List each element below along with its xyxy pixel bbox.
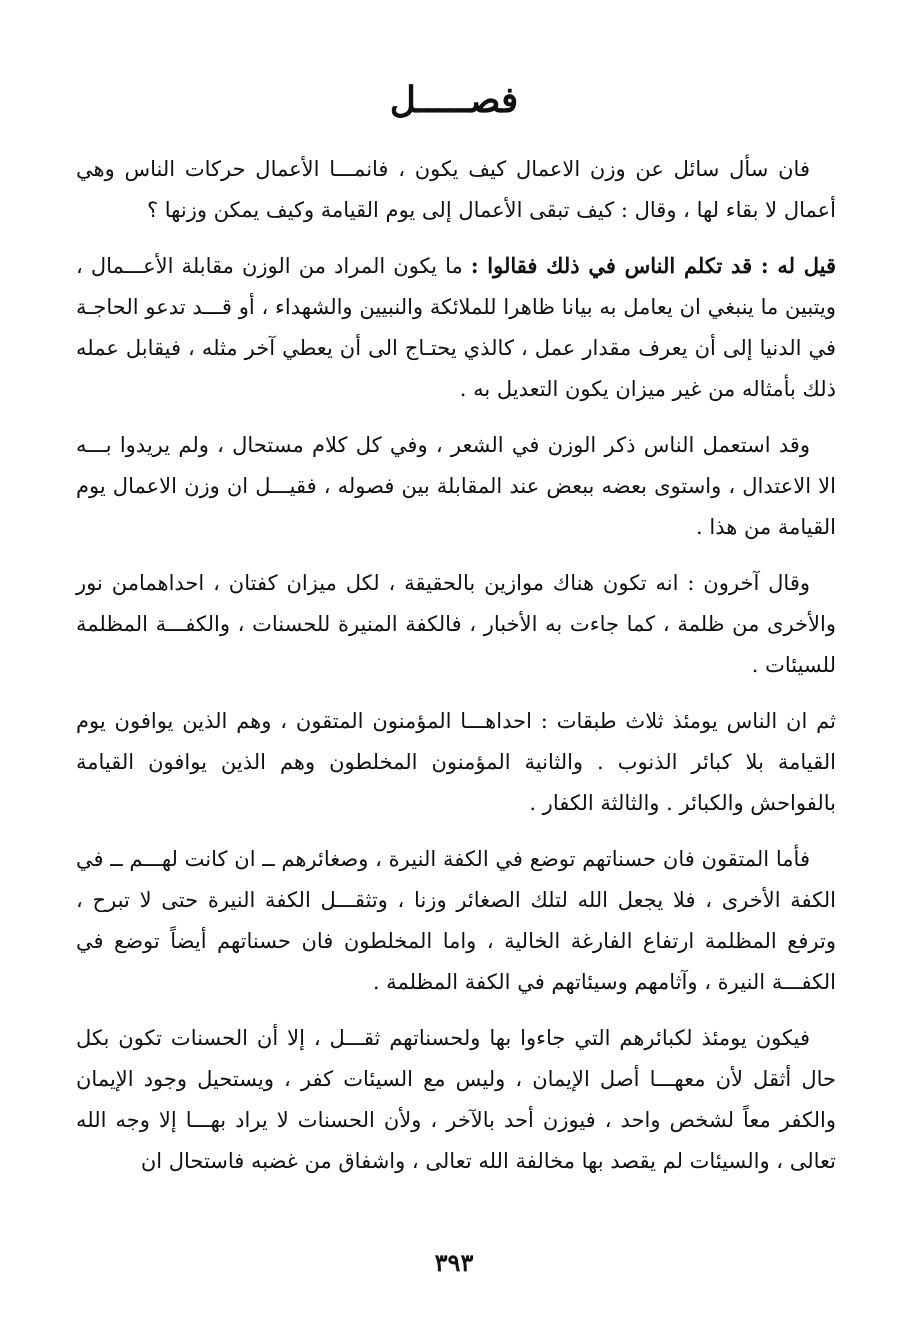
paragraph-5	[76, 700, 836, 824]
paragraph-3-text: وقد استعمل الناس ذكر الوزن في الشعر ، وفي كل كلام مستحال ، ولم يريدوا بـــه الا الاعتدال ، واستوى بعضه ببعض عند المقابلة بين فصوله ، فقيـــل ان وزن الاعمال يوم القيامة من هذا .	[76, 433, 836, 539]
paragraph-5-text: ثم ان الناس يومئذ ثلاث طبقات : احداهـــا المؤمنون المتقون ، وهم الذين يوافون يوم القيامة بلا كبائر الذنوب . والثانية المؤمنون المخلطون وهم الذين يوافون القيامة بالفواحش والكبائر . والثالثة الكفار .	[76, 709, 836, 815]
paragraph-6-text: فأما المتقون فان حسناتهم توضع في الكفة النيرة ، وصغائرهم ــ ان كانت لهـــم ــ في الكفة الأخرى ، فلا يجعل الله لتلك الصغائر وزنا ، وتثقـــل الكفة النيرة حتى لا تبرح ، وترفع المظلمة ارتفاع الفارغة الخالية ، واما المخلطون فان حسناتهم أيضاً توضع في الكفـــة النيرة ، وآثامهم وسيئاتهم في الكفة المظلمة .	[76, 847, 836, 994]
page-number: ٣٩٣	[434, 1248, 474, 1277]
paragraph-2	[76, 245, 836, 410]
paragraph-7	[76, 1017, 836, 1182]
paragraph-3	[76, 424, 836, 548]
paragraph-1	[76, 148, 836, 231]
body-text	[76, 148, 836, 1196]
paragraph-7-text: فيكون يومئذ لكبائرهم التي جاءوا بها ولحسناتهم ثقـــل ، إلا أن الحسنات تكون بكل حال أثقل لأن معهـــا أصل الإيمان ، وليس مع السيئات كفر ، ويستحيل وجود الإيمان والكفر معاً لشخص واحد ، فيوزن أحد بالآخر ، ولأن الحسنات لا يراد بهـــا إلا وجه الله تعالى ، والسيئات لم يقصد بها مخالفة الله تعالى ، واشفاق من غضبه فاستحال ان	[76, 1026, 836, 1173]
section-title: فصـــــل	[389, 79, 519, 121]
paragraph-2-text: ما يكون المراد من الوزن مقابلة الأعـــمال ، ويتبين ما ينبغي ان يعامل به بيانا ظاهرا للملائكة والنبيين والشهداء ، أو قـــد تدعو الحاجـة في الدنيا إلى أن يعرف مقدار عمل ، كالذي يحتـاج الى أن يعطي آخر مثله ، فيقابل عمله ذلك بأمثاله من غير ميزان يكون التعديل به .	[76, 254, 836, 401]
paragraph-4-text: وقال آخرون : انه تكون هناك موازين بالحقيقة ، لكل ميزان كفتان ، احداهمامن نور والأخرى من ظلمة ، كما جاءت به الأخبار ، فالكفة المنيرة للحسنات ، والكفـــة المظلمة للسيئات .	[76, 571, 836, 677]
paragraph-6	[76, 838, 836, 1003]
paragraph-2-lead: قيل له : قد تكلم الناس في ذلك فقالوا :	[470, 253, 836, 278]
paragraph-4	[76, 562, 836, 686]
paragraph-1-text: فان سأل سائل عن وزن الاعمال كيف يكون ، فانمـــا الأعمال حركات الناس وهي أعمال لا بقاء لها ، وقال : كيف تبقى الأعمال إلى يوم القيامة وكيف يمكن وزنها ؟	[76, 157, 836, 222]
